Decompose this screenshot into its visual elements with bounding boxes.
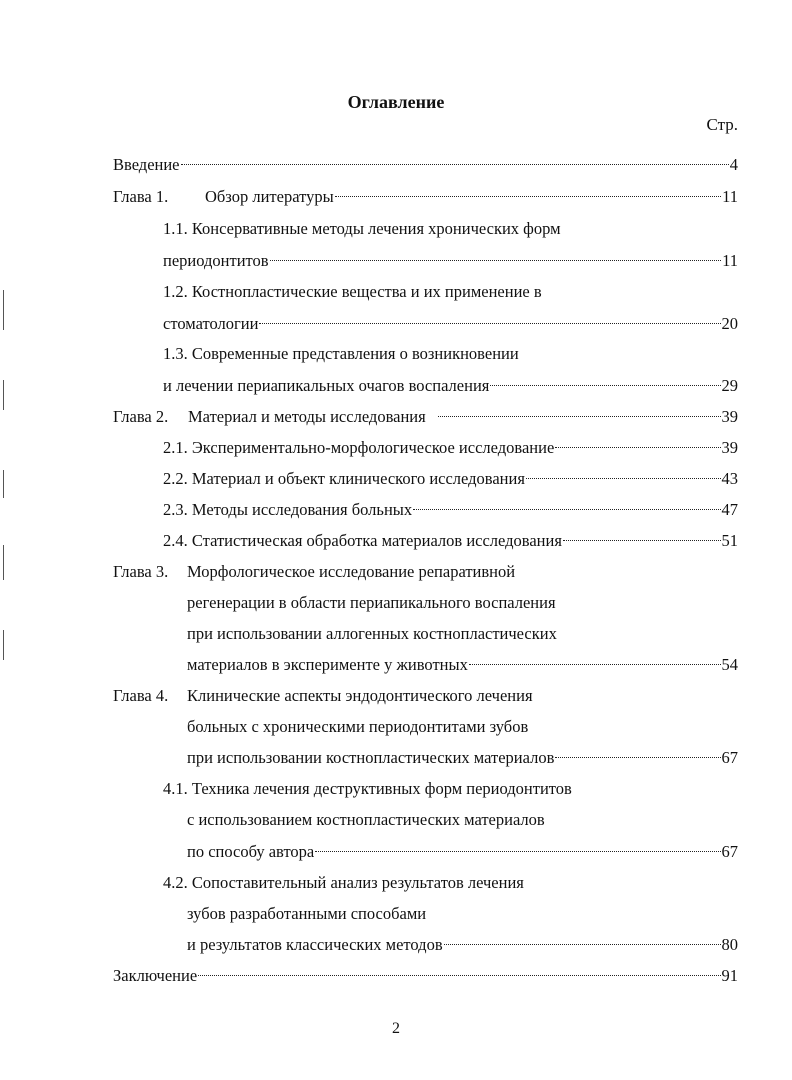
toc-leader-dots (563, 540, 721, 541)
toc-chapter-label: Глава 4. (113, 686, 169, 705)
toc-entry-section-1-1-cont (163, 250, 738, 272)
toc-entry-page: 29 (721, 376, 738, 395)
toc-entry-section-2-2 (163, 468, 738, 490)
toc-entry-section-1-1 (163, 218, 738, 240)
toc-entry-section-1-3-cont (163, 375, 738, 397)
toc-entry-text: регенерации в области периапикального воспаления (187, 593, 556, 612)
toc-chapter-label: Глава 3. (113, 562, 169, 581)
page-number: 2 (392, 1020, 400, 1037)
toc-entry-section-1-2 (163, 281, 738, 303)
toc-entry-section-1-2-cont (163, 313, 738, 335)
toc-entry-chapter-4 (113, 685, 738, 707)
toc-entry-text: 2.4. Статистическая обработка материалов исследования (163, 531, 562, 550)
toc-entry-text: Морфологическое исследование репаративной (187, 562, 516, 581)
toc-entry-text: 4.2. Сопоставительный анализ результатов лечения (163, 873, 524, 892)
toc-entry-section-4-1-cont (187, 841, 738, 863)
toc-entry-section-2-1 (163, 437, 738, 459)
toc-entry-page: 80 (721, 935, 738, 954)
toc-leader-dots (198, 975, 720, 976)
toc-entry-text: больных с хроническими периодонтитами зубов (187, 717, 529, 736)
toc-leader-dots (335, 196, 721, 197)
toc-entry-section-4-1 (163, 778, 738, 800)
toc-entry-page: 39 (721, 438, 738, 457)
toc-leader-dots (413, 509, 720, 510)
toc-entry-chapter-3-cont (187, 654, 738, 676)
toc-entry-text: Введение (113, 155, 180, 174)
toc-entry-section-2-3 (163, 499, 738, 521)
scan-mark (3, 545, 4, 580)
toc-entry-introduction (113, 154, 738, 176)
toc-leader-dots (444, 944, 721, 945)
toc-entry-text: 2.3. Методы исследования больных (163, 500, 413, 519)
toc-chapter-label: Глава 1. (113, 187, 169, 206)
toc-entry-text: 4.1. Техника лечения деструктивных форм периодонтитов (163, 779, 572, 798)
page-title: Оглавление (347, 92, 445, 112)
toc-entry-text: материалов в эксперименте у животных (187, 655, 468, 674)
toc-leader-dots (526, 478, 721, 479)
toc-leader-dots (259, 323, 720, 324)
toc-entry-text: зубов разработанными способами (187, 904, 427, 923)
toc-entry-page: 4 (729, 155, 738, 174)
toc-entry-page: 43 (721, 469, 738, 488)
toc-chapter-label: Глава 2. (113, 407, 169, 426)
toc-entry-chapter-3 (113, 561, 738, 583)
toc-entry-page: 39 (721, 407, 738, 426)
toc-entry-section-2-4 (163, 530, 738, 552)
toc-entry-chapter-1 (113, 186, 738, 208)
scan-mark (3, 630, 4, 660)
toc-entry-text: 1.3. Современные представления о возникновении (163, 344, 519, 363)
toc-entry-chapter-2 (113, 406, 738, 428)
toc-entry-page: 67 (721, 842, 738, 861)
toc-entry-text: 2.2. Материал и объект клинического исследования (163, 469, 525, 488)
toc-leader-dots (181, 164, 729, 165)
toc-entry-page: 91 (721, 966, 738, 985)
toc-entry-page: 54 (721, 655, 738, 674)
toc-entry-text: периодонтитов (163, 251, 269, 270)
toc-entry-page: 11 (722, 251, 738, 270)
toc-entry-text: 1.2. Костнопластические вещества и их применение в (163, 282, 542, 301)
toc-entry-section-4-1-cont (187, 809, 738, 831)
toc-entry-chapter-4-cont (187, 716, 738, 738)
toc-leader-dots (315, 851, 720, 852)
toc-entry-chapter-3-cont (187, 623, 738, 645)
toc-leader-dots (469, 664, 721, 665)
toc-entry-page: 20 (721, 314, 738, 333)
toc-entry-text: и лечении периапикальных очагов воспаления (163, 376, 490, 395)
toc-entry-text: Клинические аспекты эндодонтического лечения (187, 686, 533, 705)
toc-leader-dots (438, 416, 721, 417)
scan-mark (3, 470, 4, 498)
toc-entry-chapter-3-cont (187, 592, 738, 614)
toc-leader-dots (270, 260, 722, 261)
toc-entry-text: при использовании костнопластических материалов (187, 748, 555, 767)
page-column-label: Стр. (706, 115, 738, 134)
toc-entry-section-1-3 (163, 343, 738, 365)
toc-leader-dots (555, 757, 720, 758)
toc-entry-chapter-4-cont (187, 747, 738, 769)
toc-entry-section-4-2 (163, 872, 738, 894)
toc-entry-page: 11 (722, 187, 738, 206)
toc-entry-text: стоматологии (163, 314, 259, 333)
toc-entry-text: 1.1. Консервативные методы лечения хронических форм (163, 219, 561, 238)
toc-entry-page: 51 (721, 531, 738, 550)
toc-entry-text: Материал и методы исследования (188, 407, 426, 426)
toc-leader-dots (555, 447, 720, 448)
toc-entry-page: 67 (721, 748, 738, 767)
toc-entry-text: при использовании аллогенных костнопластических (187, 624, 557, 643)
toc-entry-text: с использованием костнопластических материалов (187, 810, 545, 829)
toc-entry-page: 47 (721, 500, 738, 519)
scan-mark (3, 380, 4, 410)
toc-entry-section-4-2-cont (187, 934, 738, 956)
toc-entry-text: по способу автора (187, 842, 315, 861)
toc-entry-text: и результатов классических методов (187, 935, 443, 954)
toc-entry-text: Обзор литературы (205, 187, 334, 206)
scan-mark (3, 290, 4, 330)
toc-entry-conclusion (113, 965, 738, 987)
toc-entry-section-4-2-cont (187, 903, 738, 925)
toc-leader-dots (490, 385, 720, 386)
toc-entry-text: Заключение (113, 966, 198, 985)
toc-entry-text: 2.1. Экспериментально-морфологическое исследование (163, 438, 555, 457)
